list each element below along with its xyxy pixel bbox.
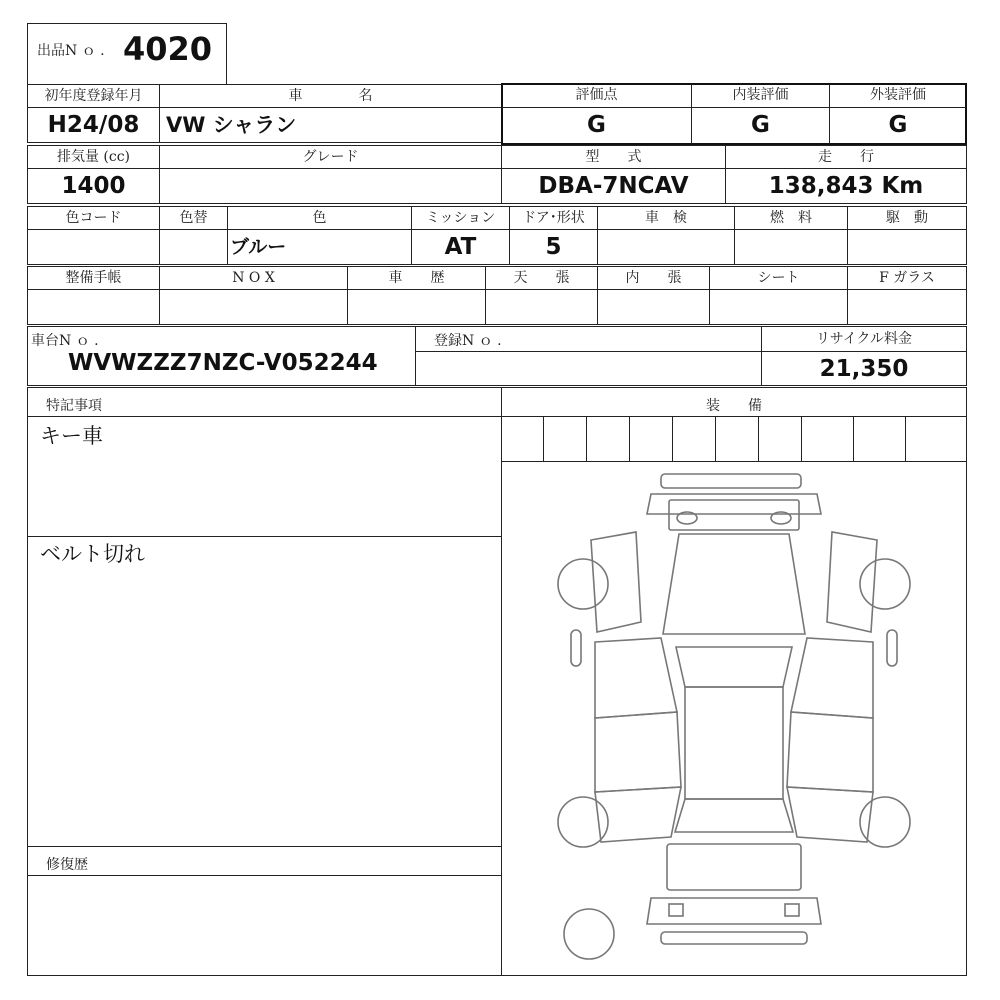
interior-trim-label-cell <box>597 266 710 290</box>
color-value-cell <box>227 229 412 265</box>
model-label-cell <box>501 145 726 169</box>
score-label: 評価点 <box>575 87 618 103</box>
score-value-cell <box>502 107 692 144</box>
interior-score-label-cell <box>691 84 830 108</box>
history-label: 車 歴 <box>388 270 445 286</box>
color-value: ブルー <box>230 236 287 258</box>
color-code-label: 色コード <box>65 210 122 226</box>
reg-date-value-cell <box>27 107 160 143</box>
displacement-value: 1400 <box>61 173 126 199</box>
mission-value: AT <box>444 234 477 260</box>
car-name-label: 車 名 <box>288 88 373 104</box>
repair-history-label: 修復歴 <box>46 857 88 873</box>
fuel-label: 燃 料 <box>770 210 812 226</box>
car-name-value: VW シャラン <box>166 113 297 137</box>
color-change-label: 色替 <box>179 210 208 226</box>
color-label: 色 <box>312 210 327 226</box>
recycle-label: リサイクル料金 <box>762 327 966 352</box>
chassis-cell <box>27 326 416 386</box>
car-name-value-cell <box>159 107 502 143</box>
mileage-value: 138,843 Km <box>768 173 924 199</box>
drive-label: 駆 動 <box>886 210 928 226</box>
drive-label-cell <box>847 206 967 230</box>
reg-date-label: 初年度登録年月 <box>44 88 143 104</box>
history-value-cell <box>347 289 486 325</box>
note-line-1: キー車 <box>40 424 103 448</box>
roof-label: 天 張 <box>513 270 570 286</box>
recycle-cell <box>761 326 967 386</box>
roof-label-cell <box>485 266 598 290</box>
score-value: G <box>587 112 606 138</box>
glass-label: F ガラス <box>879 270 935 286</box>
chassis-label: 車台N ｏ . <box>31 333 99 349</box>
nox-value-cell <box>159 289 348 325</box>
mileage-value-cell <box>725 168 967 204</box>
color-label-cell <box>227 206 412 230</box>
color-code-label-cell <box>27 206 160 230</box>
displacement-label-cell <box>27 145 160 169</box>
seat-label-cell <box>709 266 848 290</box>
door-label-cell <box>509 206 598 230</box>
exterior-score-value-cell <box>829 107 966 144</box>
recycle-value: 21,350 <box>819 356 909 382</box>
color-code-value-cell <box>27 229 160 265</box>
interior-score-value-cell <box>691 107 830 144</box>
maintenance-value-cell <box>27 289 160 325</box>
maintenance-label-cell <box>27 266 160 290</box>
grade-value-cell <box>159 168 502 204</box>
displacement-value-cell <box>27 168 160 204</box>
chassis-value: WVWZZZ7NZC-V052244 <box>68 350 378 376</box>
fuel-label-cell <box>734 206 848 230</box>
door-label: ドア･形状 <box>522 210 585 226</box>
registration-label: 登録N ｏ . <box>434 333 502 349</box>
mileage-label: 走 行 <box>818 149 874 165</box>
reg-date-label-cell <box>27 84 160 108</box>
mission-value-cell <box>411 229 510 265</box>
grade-label-cell <box>159 145 502 169</box>
color-change-value-cell <box>159 229 228 265</box>
car-name-label-cell <box>159 84 502 108</box>
lot-number-box <box>27 23 227 85</box>
inspection-label-cell <box>597 206 735 230</box>
maintenance-label: 整備手帳 <box>65 270 122 286</box>
displacement-label: 排気量 (cc) <box>56 149 131 165</box>
inspection-value-cell <box>597 229 735 265</box>
door-value-cell <box>509 229 598 265</box>
fuel-value-cell <box>734 229 848 265</box>
color-change-label-cell <box>159 206 228 230</box>
exterior-score-value: G <box>888 112 908 138</box>
glass-label-cell <box>847 266 967 290</box>
interior-score-value: G <box>751 112 770 138</box>
equipment-label: 装 備 <box>706 398 762 414</box>
equipment-grid <box>501 416 967 462</box>
model-value-cell <box>501 168 726 204</box>
interior-trim-value-cell <box>597 289 710 325</box>
grade-label: グレード <box>302 149 359 165</box>
lot-number-label: 出品N ｏ . <box>37 43 105 59</box>
seat-label: シート <box>757 270 800 286</box>
roof-value-cell <box>485 289 598 325</box>
nox-label: N O X <box>232 270 275 286</box>
door-value: 5 <box>545 234 562 260</box>
interior-trim-label: 内 張 <box>625 270 682 286</box>
model-label: 型 式 <box>585 149 642 165</box>
score-label-cell <box>502 84 692 108</box>
note-line-2: ベルト切れ <box>40 542 145 566</box>
model-value: DBA-7NCAV <box>538 173 689 199</box>
seat-value-cell <box>709 289 848 325</box>
car-damage-diagram <box>501 462 967 976</box>
nox-label-cell <box>159 266 348 290</box>
lot-number-value: 4020 <box>123 30 213 68</box>
registration-cell <box>415 326 762 386</box>
glass-value-cell <box>847 289 967 325</box>
inspection-label: 車 検 <box>645 210 687 226</box>
reg-date-value: H24/08 <box>47 112 140 138</box>
mileage-label-cell <box>725 145 967 169</box>
exterior-score-label: 外装評価 <box>870 87 926 103</box>
drive-value-cell <box>847 229 967 265</box>
interior-score-label: 内装評価 <box>732 87 789 103</box>
exterior-score-label-cell <box>829 84 966 108</box>
mission-label-cell <box>411 206 510 230</box>
mission-label: ミッション <box>425 210 496 226</box>
history-label-cell <box>347 266 486 290</box>
notes-label: 特記事項 <box>46 398 102 414</box>
notes-section <box>27 387 502 976</box>
